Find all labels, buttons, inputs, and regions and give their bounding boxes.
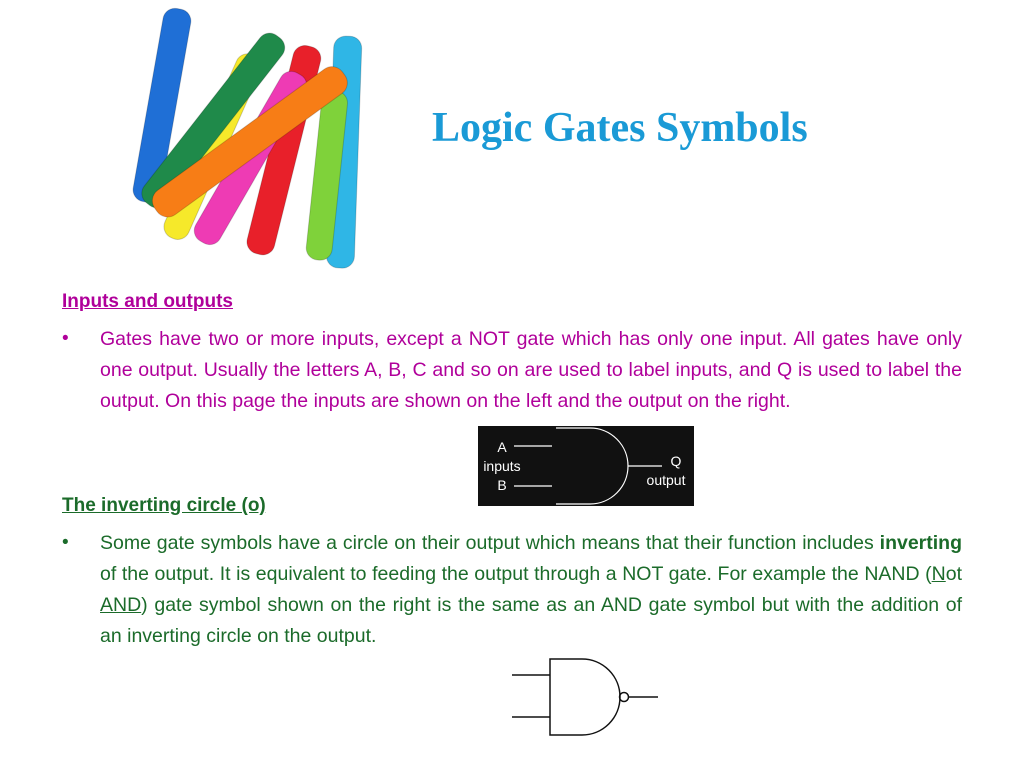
inputs-outputs-paragraph: Gates have two or more inputs, except a NOT gate which has only one input. All gates have only one output. Usually the letters A, B, C and so on are used to label inputs, and Q is used to label the output. On this page the inputs are shown on the left and the output on the right. [100, 328, 962, 412]
and-gate-label-q: Q [670, 453, 682, 469]
colored-chalk-image [108, 6, 398, 278]
bullet-marker: • [62, 328, 69, 349]
bullet-marker: • [62, 532, 69, 553]
and-gate-label-output: output [646, 472, 686, 488]
page-title: Logic Gates Symbols [432, 105, 808, 151]
and-gate-label-b: B [497, 477, 507, 493]
emphasis-inverting: inverting [879, 532, 962, 554]
section-heading-inverting-circle: The inverting circle (o) [62, 495, 266, 516]
inverting-circle-paragraph: Some gate symbols have a circle on their output which means that their function includes inverting of the output. It is equivalent to feeding the output through a NOT gate. For example the NAND (Not AND) gate symbol shown on the right is the same as an AND gate symbol but with the addition of an inverting circle on the output. [100, 532, 962, 647]
section-heading-inputs-outputs: Inputs and outputs [62, 291, 233, 312]
and-gate-label-a: A [497, 439, 507, 455]
and-gate-label-inputs: inputs [483, 458, 521, 474]
and-gate-diagram [478, 426, 694, 506]
nand-gate-symbol [508, 655, 660, 739]
